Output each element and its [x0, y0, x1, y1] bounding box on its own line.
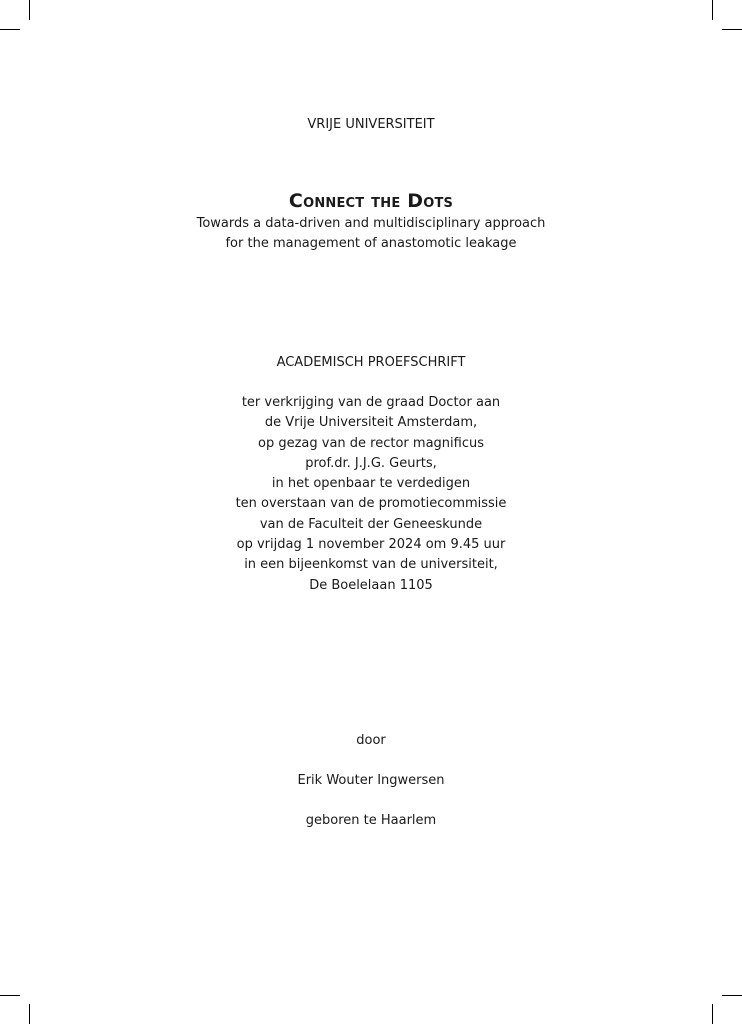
details-line: de Vrije Universiteit Amsterdam, [264, 415, 478, 431]
crop-mark-bottom-left-vertical [29, 1004, 30, 1024]
crop-mark-bottom-left-horizontal [0, 995, 20, 996]
birthplace: geboren te Haarlem [305, 813, 437, 828]
degree-heading: ACADEMISCH PROEFSCHRIFT [276, 355, 466, 370]
thesis-subtitle [0, 214, 742, 254]
details-line: ter verkrijging van de graad Doctor aan [241, 395, 501, 410]
by-label: door [356, 733, 386, 748]
details-line: op vrijdag 1 november 2024 om 9.45 uur [236, 537, 506, 553]
defense-details [0, 393, 742, 596]
details-line: op gezag van de rector magnificus [258, 435, 484, 451]
crop-mark-top-right-vertical [712, 0, 713, 20]
crop-mark-top-right-horizontal [722, 29, 742, 30]
crop-mark-top-left-horizontal [0, 29, 20, 30]
details-line: van de Faculteit der Geneeskunde [259, 516, 483, 532]
university-name: VRIJE UNIVERSITEIT [307, 117, 435, 132]
author-name: Erik Wouter Ingwersen [297, 773, 445, 788]
details-line: in het openbaar te verdedigen [271, 476, 471, 492]
details-line: in een bijeenkomst van de universiteit, [244, 557, 498, 573]
details-line: prof.dr. J.J.G. Geurts, [305, 455, 437, 471]
subtitle-line: Towards a data-driven and multidisciplinary approach [196, 216, 546, 231]
thesis-title: Connect the Dots [288, 190, 454, 212]
crop-mark-bottom-right-vertical [712, 1004, 713, 1024]
crop-mark-bottom-right-horizontal [722, 995, 742, 996]
subtitle-line: for the management of anastomotic leakage [225, 236, 517, 251]
details-line: De Boelelaan 1105 [309, 577, 433, 593]
details-line: ten overstaan van de promotiecommissie [235, 496, 507, 512]
crop-mark-top-left-vertical [29, 0, 30, 20]
